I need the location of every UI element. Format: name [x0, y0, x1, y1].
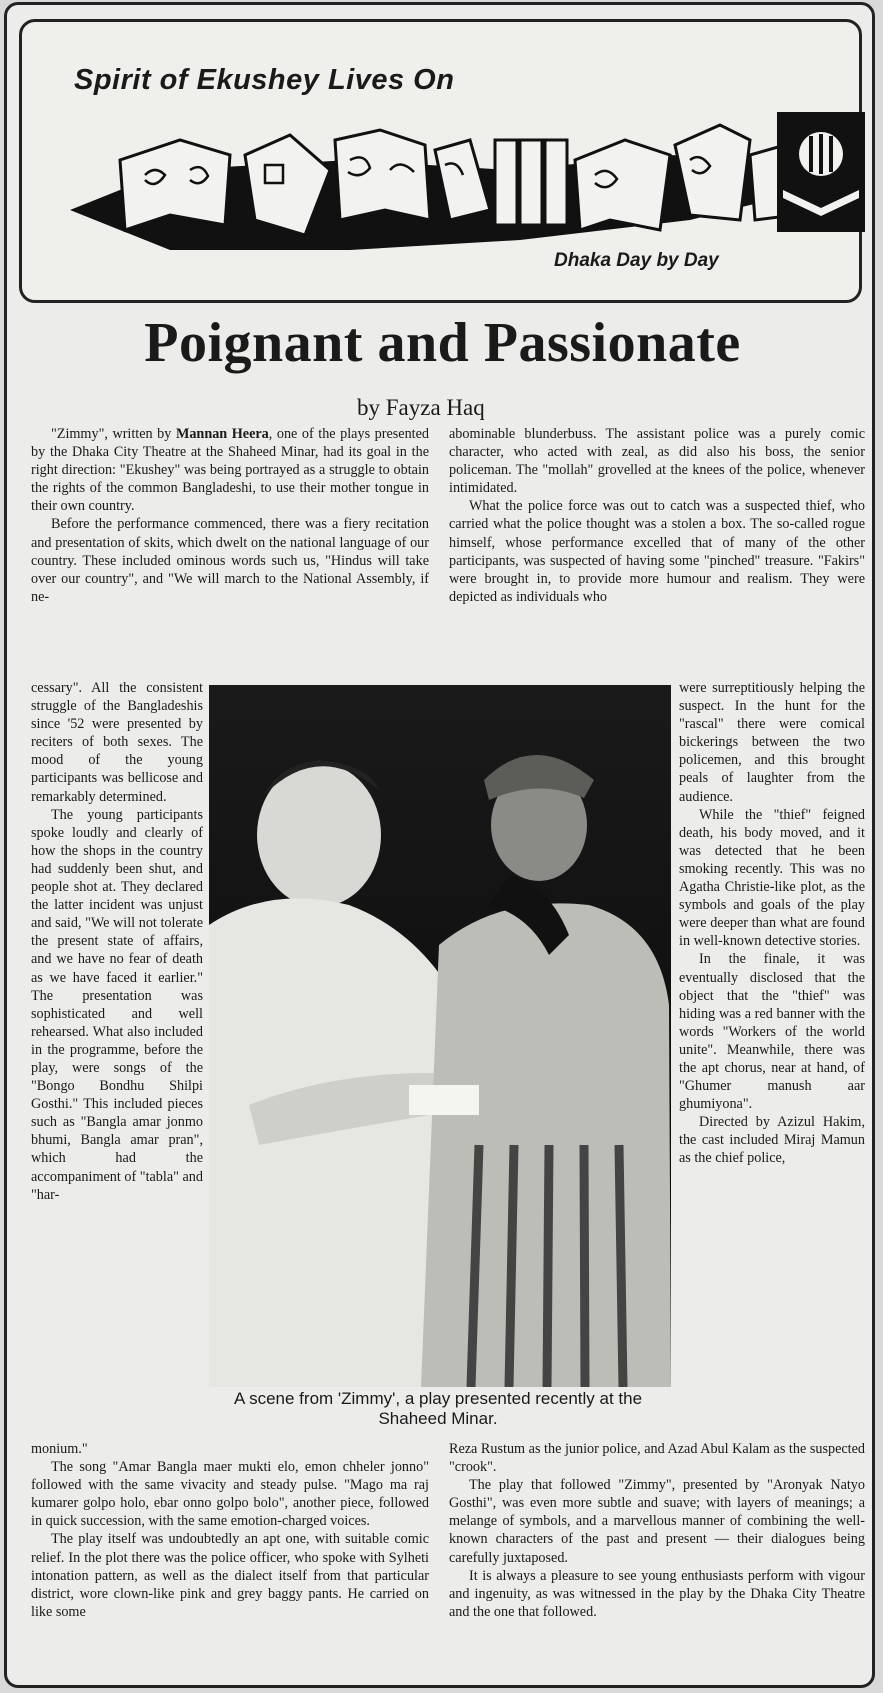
col2-bottom-p1: Reza Rustum as the junior police, and Azad Abul Kalam as the suspected "crook". [449, 1441, 865, 1476]
col2-narrow-p1: were surreptitiously helping the suspect. In the hunt for the "rascal" there were comical bickerings between the two policemen, and this brought peals of laughter from the audience. [679, 680, 865, 805]
banner-kicker: Spirit of Ekushey Lives On [74, 64, 455, 96]
theatre-logo-icon [777, 112, 865, 232]
col1-narrow-p1: cessary". All the consistent struggle of the Bangladeshis since '52 were presented by reciters of both sexes. The mood of the young participants was bellicose and remarkably determined. [31, 680, 203, 805]
col1-bottom-p2: The song "Amar Bangla maer mukti elo, emon chheler jonno" followed with the same vivacity and steady pulse. "Mago ma raj kumarer golpo holo, ebar onno golpo bolo", another piece, followed in quick succession, with the same emotion-charged voices. [31, 1459, 429, 1530]
col1-bottom-p3: The play itself was undoubtedly an apt one, with suitable comic relief. In the plot there was the police officer, who spoke with Sylheti intonation pattern, as well as the dialect itself from that particular district, wore clown-like pink and grey baggy pants. He carried on like some [31, 1531, 429, 1620]
play-scene-photo [209, 685, 671, 1387]
col2-bottom-text [449, 1440, 865, 1621]
col1-narrow-text [31, 679, 203, 1204]
col2-top-p2: What the police force was out to catch was a suspected thief, who carried what the police thought was a stolen a box. The so-called rogue himself, whose performance excelled that of many of the other participants, was suspected of having some "pinched" treasure. "Fakirs" were brought in, to provide more humour and realism. They were depicted as individuals who [449, 498, 865, 605]
column-name: Dhaka Day by Day [554, 250, 719, 271]
col2-bottom-p2: The play that followed "Zimmy", presented by "Aronyak Natyo Gosthi", was even more subtle and suave; with layers of meanings; a melange of symbols, and a marvellous manner of combining the well-known characters of the past and present — their dialogues being carefully juxtaposed. [449, 1477, 865, 1566]
col2-bottom-p3: It is always a pleasure to see young enthusiasts perform with vigour and ingenuity, as was witnessed in the play by the Dhaka City Theatre and the one that followed. [449, 1567, 865, 1620]
col2-narrow-text [679, 679, 865, 1168]
col2-narrow-p3: In the finale, it was eventually disclosed that the object that the "thief" was hiding was a red banner with the words "Workers of the world unite". Meanwhile, there was the apt chorus, near at hand, of "Ghumer manush aar ghumiyona". [679, 951, 865, 1113]
byline: by Fayza Haq [357, 395, 485, 420]
books-illustration [50, 100, 850, 260]
col2-narrow-p2: While the "thief" feigned death, his body moved, and it was detected that he been smoking recently. This was no Agatha Christie-like plot, as the symbols and goals of the play were deeper than what are found in well-known detective stories. [679, 806, 865, 950]
col2-top-text [449, 425, 865, 606]
newspaper-page [4, 2, 875, 1688]
col1-bottom-p1: monium." [31, 1441, 88, 1457]
col1-bottom-text [31, 1440, 429, 1621]
photo-illustration [209, 685, 671, 1387]
col2-top-p1: abominable blunderbuss. The assistant police was a purely comic character, who acted with zeal, as did also his boss, the senior policeman. The "mollah" grovelled at the knees of the police, whenever intimidated. [449, 426, 865, 497]
photo-caption: A scene from 'Zimmy', a play presented recently at the Shaheed Minar. [233, 1389, 643, 1428]
headline: Poignant and Passionate [144, 312, 741, 374]
col1-top-p1: "Zimmy", written by Mannan Heera, one of the plays presented by the Dhaka City Theatre at the Shaheed Minar, had its goal in the right direction: "Ekushey" was being portrayed as a struggle to obtain the rights of the common Bangladeshi, to use their mother tongue in their own country. [31, 426, 429, 515]
col1-top-text [31, 425, 429, 606]
col2-narrow-p4: Directed by Azizul Hakim, the cast included Miraj Mamun as the chief police, [679, 1114, 865, 1167]
col1-narrow-p2: The young participants spoke loudly and clearly of how the shops in the country had suddenly been shut, and people shot at. They declared the latter incident was unjust and said, "We will not tolerate the present state of affairs, and we have no fear of death as we have faced it earlier." The presentation was sophisticated and well rehearsed. What also included in the programme, before the play, were songs of the "Bongo Bondhu Shilpi Gosthi." This included pieces such as "Bangla amar jonmo bhumi, Bangla amar pran", which had the accompaniment of "tabla" and "har- [31, 806, 203, 1203]
col1-top-p2: Before the performance commenced, there was a fiery recitation and presentation of skits, which dwelt on the national language of our country. These included ominous words such us, "Hindus will take over our country", and "We will march to the National Assembly, if ne- [31, 516, 429, 605]
author-name: Mannan Heera [175, 426, 269, 442]
section-banner [19, 19, 862, 303]
